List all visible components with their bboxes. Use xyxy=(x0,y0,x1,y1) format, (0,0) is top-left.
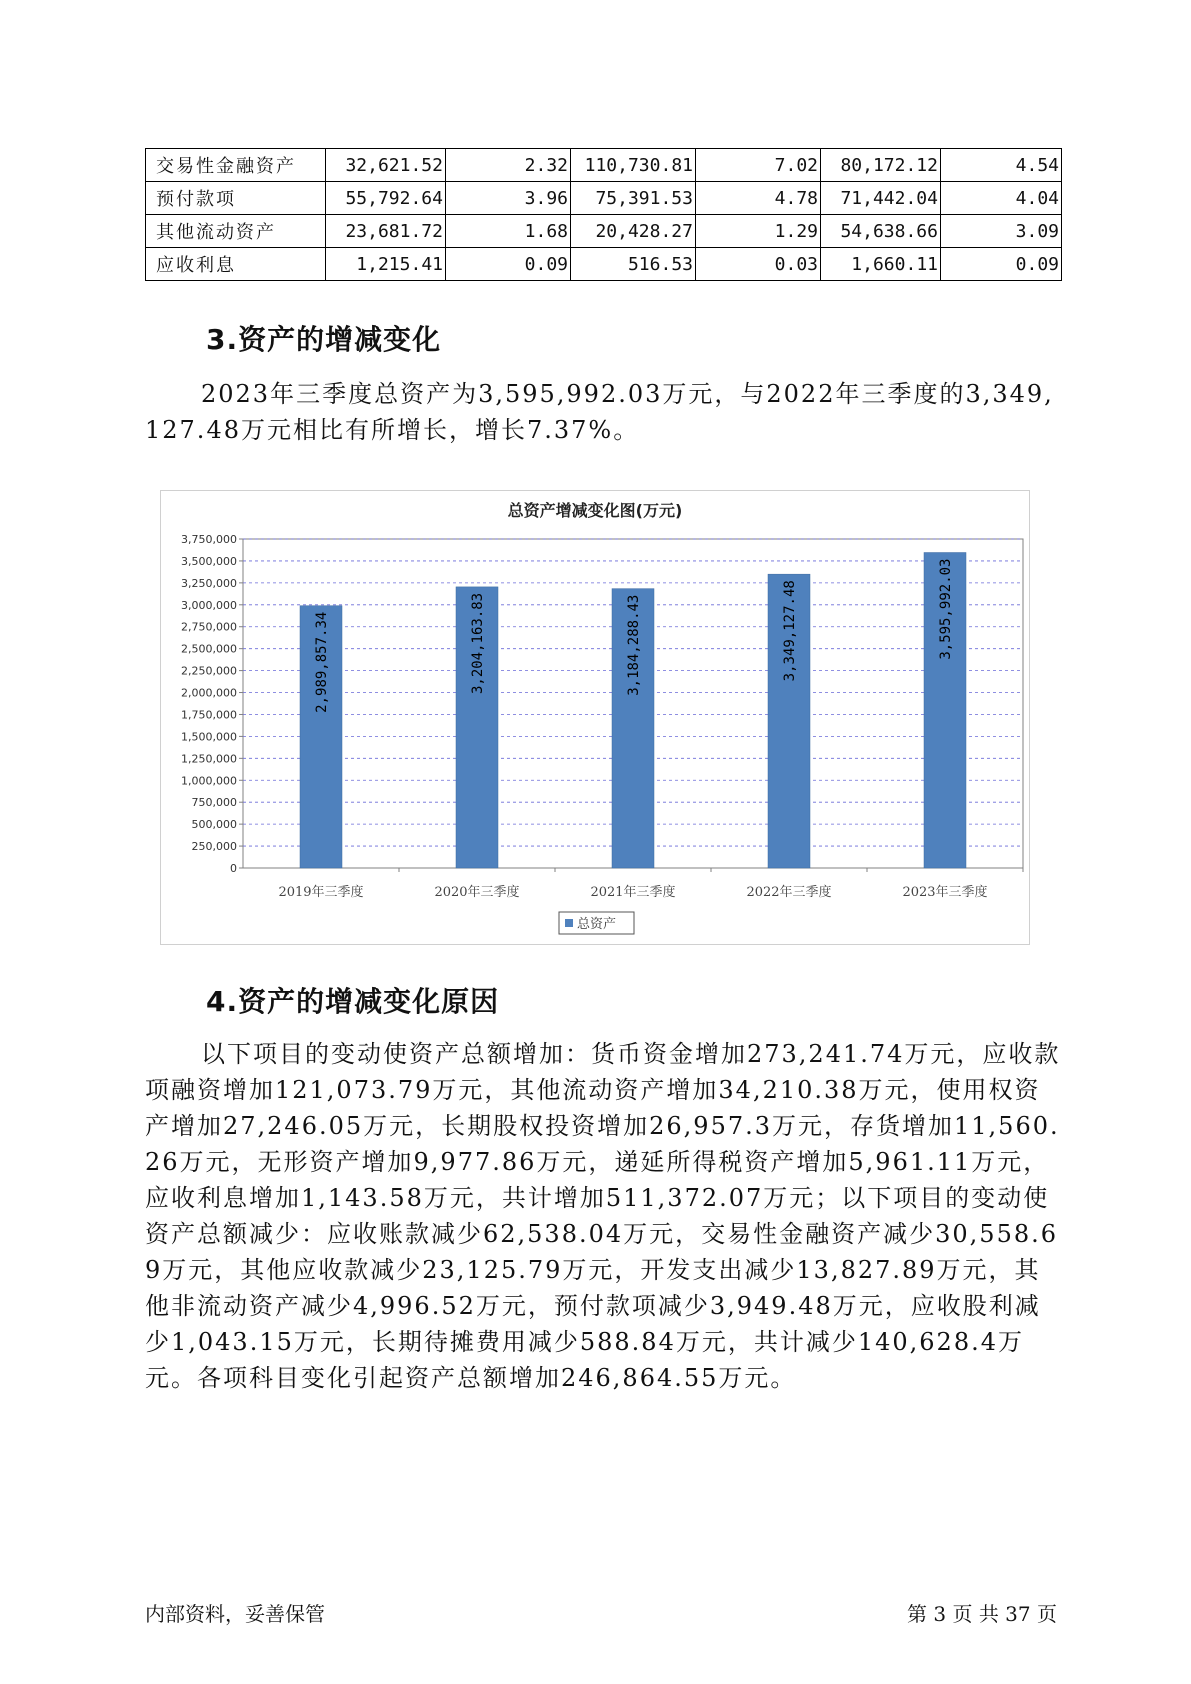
y-tick-label: 1,500,000 xyxy=(181,730,237,744)
footer-page-number: 第 3 页 共 37 页 xyxy=(907,1602,1057,1626)
bar-data-label: 3,204,163.83 xyxy=(470,592,486,695)
x-tick-label: 2019年三季度 xyxy=(278,885,364,900)
table-cell-value: 516.53 xyxy=(571,248,696,281)
table-cell-value: 2.32 xyxy=(446,149,571,182)
y-tick-label: 2,250,000 xyxy=(181,664,237,678)
y-tick-label: 3,000,000 xyxy=(181,598,237,612)
table-row xyxy=(146,248,1062,281)
table-cell-value: 3.09 xyxy=(941,215,1062,248)
footer-confidential: 内部资料，妥善保管 xyxy=(145,1602,325,1626)
table-cell-value: 0.09 xyxy=(446,248,571,281)
table-cell-value: 71,442.04 xyxy=(821,182,941,215)
table-row xyxy=(146,215,1062,248)
table-cell-value: 4.78 xyxy=(696,182,821,215)
table-cell-item: 交易性金融资产 xyxy=(146,149,326,182)
legend-label: 总资产 xyxy=(577,917,617,932)
y-tick-label: 2,750,000 xyxy=(181,620,237,634)
bar-data-label: 3,595,992.03 xyxy=(938,558,954,660)
table-cell-value: 32,621.52 xyxy=(326,149,446,182)
table-cell-value: 1,660.11 xyxy=(821,248,941,281)
y-tick-label: 2,000,000 xyxy=(181,686,237,700)
y-tick-label: 3,250,000 xyxy=(181,576,237,590)
table-cell-value: 20,428.27 xyxy=(571,215,696,248)
table-cell-value: 110,730.81 xyxy=(571,149,696,182)
bar-data-label: 3,184,288.43 xyxy=(626,594,642,696)
table-row xyxy=(146,149,1062,182)
section-4-heading: 4.资产的增减变化原因 xyxy=(206,985,500,1018)
y-tick-label: 3,750,000 xyxy=(181,533,237,546)
table-cell-item: 应收利息 xyxy=(146,248,326,281)
bar-data-label: 2,989,857.34 xyxy=(314,611,330,713)
table-cell-value: 4.04 xyxy=(941,182,1062,215)
y-tick-label: 1,250,000 xyxy=(181,752,237,766)
table-cell-value: 0.03 xyxy=(696,248,821,281)
table-cell-value: 3.96 xyxy=(446,182,571,215)
legend-swatch xyxy=(565,919,573,927)
asset-table xyxy=(145,148,1062,281)
table-cell-value: 54,638.66 xyxy=(821,215,941,248)
table-cell-value: 1.68 xyxy=(446,215,571,248)
x-tick-label: 2023年三季度 xyxy=(902,885,988,900)
section-3-paragraph: 2023年三季度总资产为3,595,992.03万元，与2022年三季度的3,349,127.48万元相比有所增长，增长7.37%。 xyxy=(145,380,1054,444)
table-cell-item: 预付款项 xyxy=(146,182,326,215)
table-cell-value: 1,215.41 xyxy=(326,248,446,281)
table-cell-item: 其他流动资产 xyxy=(146,215,326,248)
section-4-paragraph: 以下项目的变动使资产总额增加：货币资金增加273,241.74万元，应收款项融资增加121,073.79万元，其他流动资产增加34,210.38万元，使用权资产增加27,246.05万元，长期股权投资增加26,957.3万元，存货增加11,560.26万元，无形资产增加9,977.86万元，递延所得税资产增加5,961.11万元，应收利息增加1,143.58万元，共计增加511,372.07万元；以下项目的变动使资产总额减少：应收账款减少62,538.04万元，交易性金融资产减少30,558.69万元，其他应收款减少23,125.79万元，开发支出减少13,827.89万元，其他非流动资产减少4,996.52万元，预付款项减少3,949.48万元，应收股利减少1,043.15万元，长期待摊费用减少588.84万元，共计减少140,628.4万元。各项科目变化引起资产总额增加246,864.55万元。 xyxy=(145,1040,1061,1392)
y-tick-label: 3,500,000 xyxy=(181,554,237,568)
y-tick-label: 1,750,000 xyxy=(181,708,237,722)
y-tick-label: 750,000 xyxy=(191,796,237,810)
table-cell-value: 4.54 xyxy=(941,149,1062,182)
y-tick-label: 500,000 xyxy=(191,818,237,832)
table-cell-value: 75,391.53 xyxy=(571,182,696,215)
x-tick-label: 2022年三季度 xyxy=(746,885,832,900)
y-tick-label: 250,000 xyxy=(191,840,237,854)
table-cell-value: 0.09 xyxy=(941,248,1062,281)
table-cell-value: 1.29 xyxy=(696,215,821,248)
x-tick-label: 2020年三季度 xyxy=(434,885,520,900)
bar-data-label: 3,349,127.48 xyxy=(782,580,798,682)
total-assets-bar-chart xyxy=(160,490,1030,945)
table-cell-value: 7.02 xyxy=(696,149,821,182)
table-cell-value: 80,172.12 xyxy=(821,149,941,182)
section-3-heading: 3.资产的增减变化 xyxy=(206,323,442,356)
y-tick-label: 0 xyxy=(230,862,237,875)
table-cell-value: 23,681.72 xyxy=(326,215,446,248)
chart-title: 总资产增减变化图(万元) xyxy=(507,501,683,520)
table-cell-value: 55,792.64 xyxy=(326,182,446,215)
y-tick-label: 2,500,000 xyxy=(181,642,237,656)
table-row xyxy=(146,182,1062,215)
y-tick-label: 1,000,000 xyxy=(181,774,237,788)
x-tick-label: 2021年三季度 xyxy=(590,885,676,900)
